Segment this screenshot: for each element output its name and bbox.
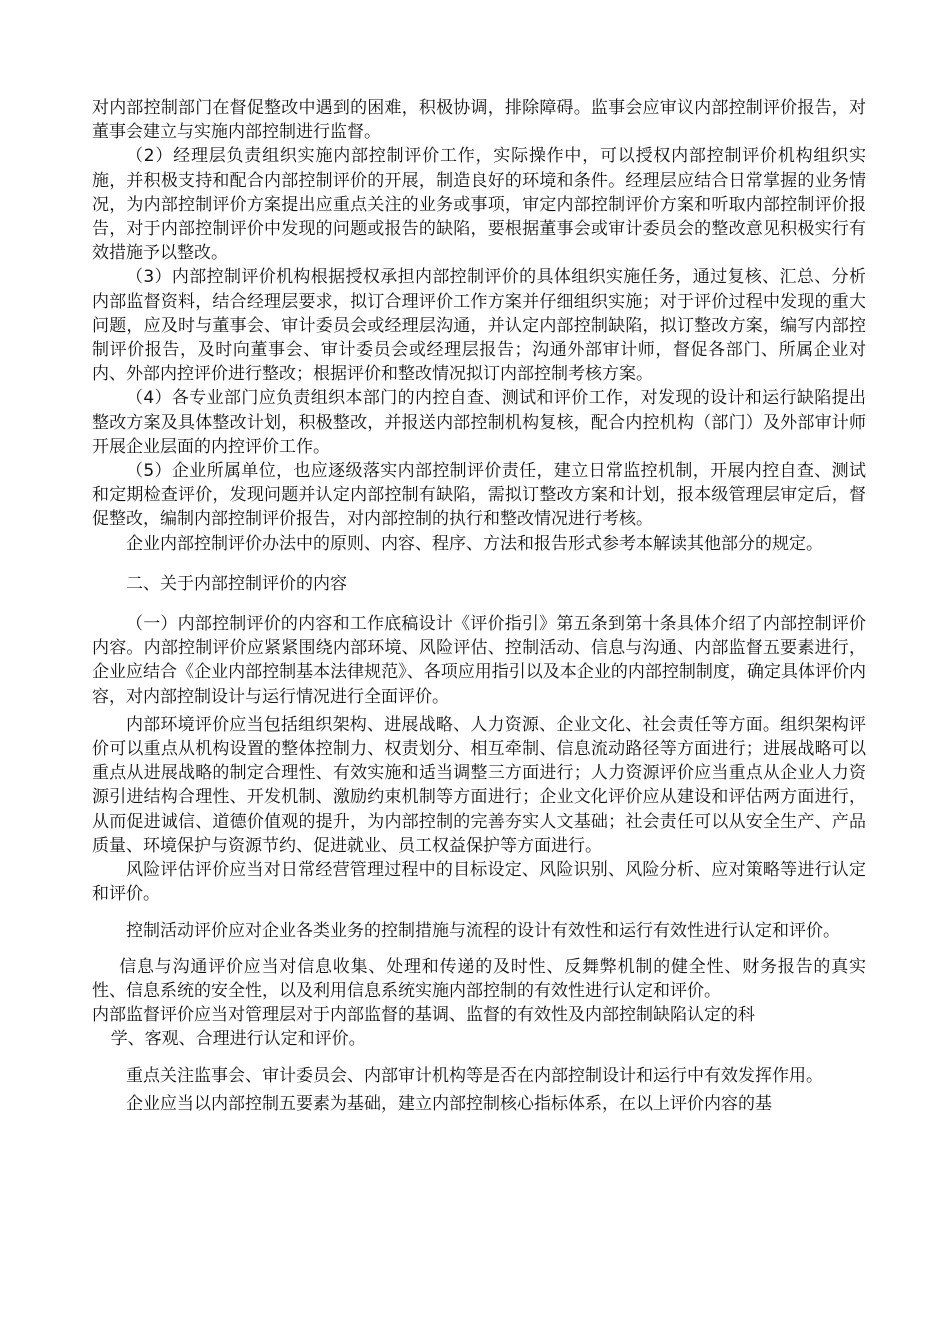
section-heading-evaluation-content: 二、关于内部控制评价的内容 <box>126 573 347 594</box>
paragraph-subsidiaries: （5）企业所属单位，也应逐级落实内部控制评价责任，建立日常监控机制，开展内控自查、测试和定期检查评价，发现问题并认定内部控制有缺陷，需拟订整改方案和计划，报本级管理层审定后，督促整改，编制内部控制评价报告，对内部控制的执行和整改情况进行考核。 <box>92 461 866 530</box>
paragraph-evaluation-agency: （3）内部控制评价机构根据授权承担内部控制评价的具体组织实施任务，通过复核、汇总、分析内部监督资料，结合经理层要求，拟订合理评价工作方案并仔细组织实施；对于评价过程中发现的重大问题，应及时与董事会、审计委员会或经理层沟通，并认定内部控制缺陷，拟订整改方案，编写内部控制评价报告，及时向董事会、审计委员会或经理层报告；沟通外部审计师，督促各部门、所属企业对内、外部内控评价进行整改；根据评价和整改情况拟订内部控制考核方案。 <box>92 267 866 385</box>
paragraph-departments: （4）各专业部门应负责组织本部门的内控自查、测试和评价工作，对发现的设计和运行缺陷提出整改方案及具体整改计划，积极整改，并报送内部控制机构复核，配合内控机构（部门）及外部审计师开展企业层面的内控评价工作。 <box>92 388 866 457</box>
paragraph-key-focus: 重点关注监事会、审计委员会、内部审计机构等是否在内部控制设计和运行中有效发挥作用。 <box>126 1065 823 1086</box>
paragraph-core-indicators: 企业应当以内部控制五要素为基础，建立内部控制核心指标体系，在以上评价内容的基 <box>126 1093 772 1114</box>
paragraph-information-communication: 信息与沟通评价应当对信息收集、处理和传递的及时性、反舞弊机制的健全性、财务报告的真实性、信息系统的安全性，以及利用信息系统实施内部控制的有效性进行认定和评价。 <box>92 956 866 1001</box>
paragraph-control-activities: 控制活动评价应对企业各类业务的控制措施与流程的设计有效性和运行有效性进行认定和评价。 <box>126 920 840 941</box>
paragraph-internal-supervision-line1: 内部监督评价应当对管理层对于内部监督的基调、监督的有效性及内部控制缺陷认定的科 <box>92 1005 755 1026</box>
paragraph-internal-environment: 内部环境评价应当包括组织架构、进展战略、人力资源、企业文化、社会责任等方面。组织架构评价可以重点从机构设置的整体控制力、权责划分、相互牵制、信息流动路径等方面进行；进展战略可以重点从进展战略的制定合理性、有效实施和适当调整三方面进行；人力资源评价应当重点从企业人力资源引进结构合理性、开发机制、激励约束机制等方面进行；企业文化评价应从建设和评估两方面进行，从而促进诚信、道德价值观的提升，为内部控制的完善夯实人文基础；社会责任可以从安全生产、产品质量、环境保护与资源节约、促进就业、员工权益保护等方面进行。 <box>92 714 866 856</box>
paragraph-internal-supervision-line2: 学、客观、合理进行认定和评价。 <box>110 1029 366 1050</box>
paragraph-supervisory-board: 对内部控制部门在督促整改中遇到的困难，积极协调，排除障碍。监事会应审议内部控制评价报告，对董事会建立与实施内部控制进行监督。 <box>92 98 866 143</box>
paragraph-management: （2）经理层负责组织实施内部控制评价工作，实际操作中，可以授权内部控制评价机构组织实施，并积极支持和配合内部控制评价的开展，制造良好的环境和条件。经理层应结合日常掌握的业务情况，为内部控制评价方案提出应重点关注的业务或事项，审定内部控制评价方案和听取内部控制评价报告，对于内部控制评价中发现的问题或报告的缺陷，要根据董事会或审计委员会的整改意见积极实行有效措施予以整改。 <box>92 146 866 264</box>
paragraph-evaluation-method: 企业内部控制评价办法中的原则、内容、程序、方法和报告形式参考本解读其他部分的规定。 <box>126 533 823 554</box>
paragraph-risk-assessment: 风险评估评价应当对日常经营管理过程中的目标设定、风险识别、风险分析、应对策略等进行认定和评价。 <box>92 860 866 905</box>
paragraph-content-design: （一）内部控制评价的内容和工作底稿设计《评价指引》第五条到第十条具体介绍了内部控制评价内容。内部控制评价应紧紧围绕内部环境、风险评估、控制活动、信息与沟通、内部监督五要素进行，企业应结合《企业内部控制基本法律规范》、各项应用指引以及本企业的内部控制制度，确定具体评价内容，对内部控制设计与运行情况进行全面评价。 <box>92 614 866 707</box>
document-page <box>92 96 866 1116</box>
